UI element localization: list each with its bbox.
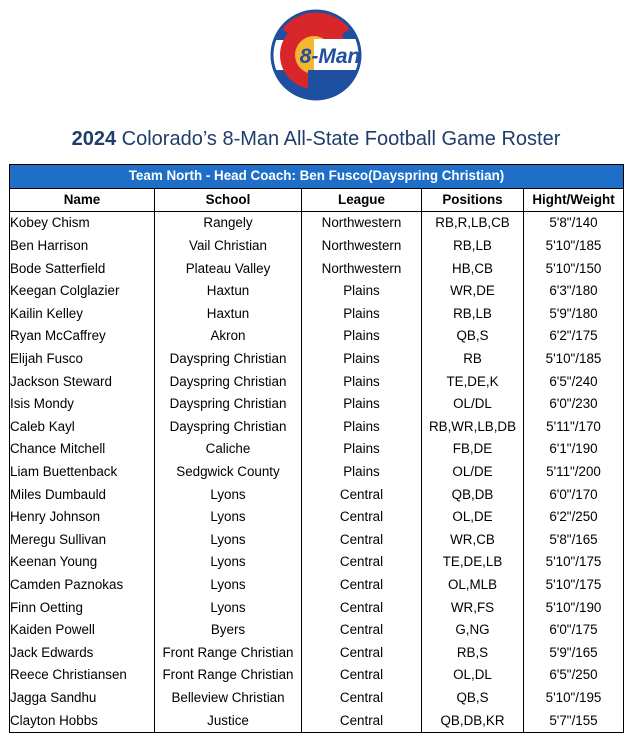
player-positions: QB,DB	[422, 483, 524, 506]
player-league: Central	[302, 551, 422, 574]
player-height-weight: 5'9"/165	[524, 641, 624, 664]
player-name: Ben Harrison	[10, 235, 155, 258]
player-league: Central	[302, 529, 422, 552]
player-positions: QB,DB,KR	[422, 709, 524, 732]
player-name: Jack Edwards	[10, 641, 155, 664]
table-row	[10, 619, 624, 642]
player-school: Dayspring Christian	[155, 416, 302, 439]
player-league: Plains	[302, 438, 422, 461]
player-name: Meregu Sullivan	[10, 529, 155, 552]
table-row	[10, 461, 624, 484]
player-school: Belleview Christian	[155, 687, 302, 710]
player-positions: G,NG	[422, 619, 524, 642]
column-header-league: League	[302, 188, 422, 212]
table-row	[10, 664, 624, 687]
player-school: Lyons	[155, 506, 302, 529]
table-row	[10, 212, 624, 235]
player-league: Plains	[302, 370, 422, 393]
player-positions: QB,S	[422, 325, 524, 348]
player-league: Plains	[302, 461, 422, 484]
player-school: Lyons	[155, 596, 302, 619]
player-name: Camden Paznokas	[10, 574, 155, 597]
player-positions: WR,DE	[422, 280, 524, 303]
player-school: Haxtun	[155, 303, 302, 326]
player-school: Lyons	[155, 529, 302, 552]
player-school: Rangely	[155, 212, 302, 235]
column-header-height-weight: Hight/Weight	[524, 188, 624, 212]
player-school: Vail Christian	[155, 235, 302, 258]
player-league: Central	[302, 664, 422, 687]
table-row	[10, 393, 624, 416]
player-height-weight: 5'10"/190	[524, 596, 624, 619]
player-school: Dayspring Christian	[155, 348, 302, 371]
player-school: Lyons	[155, 551, 302, 574]
table-row	[10, 325, 624, 348]
player-positions: RB,S	[422, 641, 524, 664]
table-row	[10, 303, 624, 326]
player-school: Caliche	[155, 438, 302, 461]
roster-table	[9, 164, 624, 733]
team-header: Team North - Head Coach: Ben Fusco(Dayspring Christian)	[10, 165, 624, 189]
player-league: Plains	[302, 280, 422, 303]
table-row	[10, 529, 624, 552]
player-positions: RB,LB	[422, 235, 524, 258]
player-positions: RB,R,LB,CB	[422, 212, 524, 235]
table-row	[10, 348, 624, 371]
player-league: Plains	[302, 303, 422, 326]
column-header-school: School	[155, 188, 302, 212]
player-positions: OL/DE	[422, 461, 524, 484]
player-name: Kobey Chism	[10, 212, 155, 235]
team-header-row	[10, 165, 624, 189]
player-school: Byers	[155, 619, 302, 642]
player-league: Northwestern	[302, 235, 422, 258]
player-school: Front Range Christian	[155, 641, 302, 664]
table-row	[10, 574, 624, 597]
player-school: Dayspring Christian	[155, 370, 302, 393]
table-row	[10, 687, 624, 710]
player-name: Clayton Hobbs	[10, 709, 155, 732]
table-row	[10, 416, 624, 439]
player-height-weight: 5'10"/175	[524, 574, 624, 597]
table-row	[10, 641, 624, 664]
player-name: Finn Oetting	[10, 596, 155, 619]
player-height-weight: 6'1"/190	[524, 438, 624, 461]
player-league: Plains	[302, 393, 422, 416]
table-row	[10, 596, 624, 619]
player-league: Central	[302, 687, 422, 710]
player-positions: OL,DE	[422, 506, 524, 529]
table-row	[10, 280, 624, 303]
player-positions: TE,DE,LB	[422, 551, 524, 574]
colorado-flag-logo	[270, 9, 362, 101]
player-positions: HB,CB	[422, 257, 524, 280]
player-name: Jagga Sandhu	[10, 687, 155, 710]
player-name: Keegan Colglazier	[10, 280, 155, 303]
player-league: Northwestern	[302, 257, 422, 280]
player-league: Central	[302, 574, 422, 597]
table-row	[10, 257, 624, 280]
player-height-weight: 5'11"/170	[524, 416, 624, 439]
player-name: Caleb Kayl	[10, 416, 155, 439]
player-height-weight: 6'5"/240	[524, 370, 624, 393]
player-league: Central	[302, 483, 422, 506]
column-header-positions: Positions	[422, 188, 524, 212]
player-league: Plains	[302, 348, 422, 371]
player-name: Miles Dumbauld	[10, 483, 155, 506]
title-year: 2024	[71, 128, 117, 150]
column-header-name: Name	[10, 188, 155, 212]
player-league: Central	[302, 619, 422, 642]
title-text: Colorado’s 8-Man All-State Football Game Roster	[116, 128, 561, 150]
player-league: Northwestern	[302, 212, 422, 235]
player-name: Bode Satterfield	[10, 257, 155, 280]
player-height-weight: 5'9"/180	[524, 303, 624, 326]
table-row	[10, 551, 624, 574]
player-height-weight: 5'11"/200	[524, 461, 624, 484]
player-school: Lyons	[155, 483, 302, 506]
table-row	[10, 506, 624, 529]
player-height-weight: 6'2"/175	[524, 325, 624, 348]
player-school: Plateau Valley	[155, 257, 302, 280]
player-positions: RB,LB	[422, 303, 524, 326]
player-league: Central	[302, 709, 422, 732]
table-row	[10, 438, 624, 461]
player-school: Sedgwick County	[155, 461, 302, 484]
player-school: Lyons	[155, 574, 302, 597]
player-name: Isis Mondy	[10, 393, 155, 416]
player-positions: WR,FS	[422, 596, 524, 619]
player-positions: OL,MLB	[422, 574, 524, 597]
table-row	[10, 235, 624, 258]
player-name: Keenan Young	[10, 551, 155, 574]
player-league: Plains	[302, 416, 422, 439]
player-height-weight: 6'3"/180	[524, 280, 624, 303]
player-name: Chance Mitchell	[10, 438, 155, 461]
player-height-weight: 5'10"/185	[524, 348, 624, 371]
player-name: Kaiden Powell	[10, 619, 155, 642]
player-name: Kailin Kelley	[10, 303, 155, 326]
table-row	[10, 709, 624, 732]
logo-text: 8-Man	[299, 45, 361, 68]
player-school: Front Range Christian	[155, 664, 302, 687]
player-name: Liam Buettenback	[10, 461, 155, 484]
player-height-weight: 6'0"/170	[524, 483, 624, 506]
player-positions: RB,WR,LB,DB	[422, 416, 524, 439]
player-height-weight: 6'2"/250	[524, 506, 624, 529]
player-positions: TE,DE,K	[422, 370, 524, 393]
player-name: Reece Christiansen	[10, 664, 155, 687]
player-school: Justice	[155, 709, 302, 732]
page-title	[0, 128, 632, 151]
player-name: Elijah Fusco	[10, 348, 155, 371]
player-league: Central	[302, 506, 422, 529]
player-name: Ryan McCaffrey	[10, 325, 155, 348]
player-height-weight: 5'10"/150	[524, 257, 624, 280]
roster-body	[10, 212, 624, 733]
player-height-weight: 5'8"/140	[524, 212, 624, 235]
player-league: Central	[302, 641, 422, 664]
player-height-weight: 6'5"/250	[524, 664, 624, 687]
player-name: Jackson Steward	[10, 370, 155, 393]
player-school: Haxtun	[155, 280, 302, 303]
player-height-weight: 5'10"/175	[524, 551, 624, 574]
column-header-row	[10, 188, 624, 212]
player-league: Plains	[302, 325, 422, 348]
player-height-weight: 5'10"/185	[524, 235, 624, 258]
table-row	[10, 483, 624, 506]
player-positions: RB	[422, 348, 524, 371]
player-league: Central	[302, 596, 422, 619]
logo-graphic	[270, 9, 362, 101]
player-positions: FB,DE	[422, 438, 524, 461]
player-height-weight: 6'0"/175	[524, 619, 624, 642]
player-height-weight: 5'10"/195	[524, 687, 624, 710]
player-school: Akron	[155, 325, 302, 348]
player-height-weight: 6'0"/230	[524, 393, 624, 416]
player-school: Dayspring Christian	[155, 393, 302, 416]
player-positions: QB,S	[422, 687, 524, 710]
player-positions: WR,CB	[422, 529, 524, 552]
player-height-weight: 5'8"/165	[524, 529, 624, 552]
player-positions: OL/DL	[422, 393, 524, 416]
player-name: Henry Johnson	[10, 506, 155, 529]
table-row	[10, 370, 624, 393]
player-positions: OL,DL	[422, 664, 524, 687]
player-height-weight: 5'7"/155	[524, 709, 624, 732]
